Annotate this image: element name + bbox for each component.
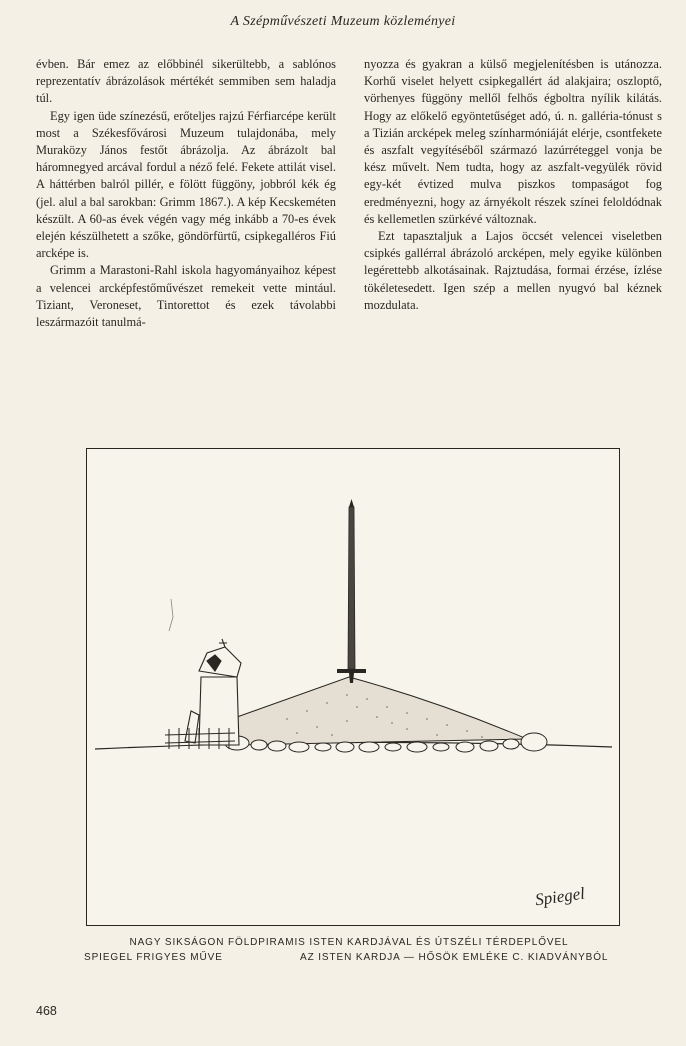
- running-header: A Szépművészeti Muzeum közleményei: [230, 14, 456, 29]
- right-column: [364, 56, 662, 314]
- earth-pyramid: [237, 677, 527, 745]
- caption-source: AZ ISTEN KARDJA — HŐSÖK EMLÉKE C. KIADVÁNYBÓL: [300, 952, 609, 963]
- artist-signature: Spiegel: [533, 883, 587, 910]
- left-paragraph-3: Grimm a Marastoni-Rahl iskola hagyományaihoz képest a velencei arcképfestőművészet remekeit vette mintául. Tiziant, Veroneset, Tintorettot és ezek távolabbi leszármazóit tanulmá-: [36, 263, 336, 330]
- caption-artist: SPIEGEL FRIGYES MŰVE: [84, 952, 223, 963]
- sword: [337, 499, 366, 683]
- figure-caption-title: NAGY SIKSÁGON FÖLDPIRAMIS ISTEN KARDJÁVAL ÉS ÚTSZÉLI TÉRDEPLŐVEL: [129, 937, 569, 948]
- wayside-shrine: [185, 639, 241, 745]
- illustration-drawing: [87, 449, 618, 924]
- illustration-frame: [86, 448, 620, 926]
- left-column: [36, 56, 336, 331]
- page-number: 468: [36, 1004, 57, 1018]
- left-paragraph-2: Egy igen üde színezésű, erőteljes rajzú Férfiarcépe került most a Székesfővárosi Muzeum tulajdonába, mely Muraközy János festőt ábrázolja. Az ábrázolt bal háromnegyed arcával fordul a néző felé. Fekete attilát visel. A háttérben balról pillér, e fölött függöny, jobbról kék ég (jel. alul a bal sarokban: Grimm 1867.). A kép Kecskeméten készült. A 60-as évek végén vagy még inkább a 70-es évek elején készülhetett a szőke, göndörfürtű, csipkegalléros Fiú arcképe is.: [36, 108, 336, 261]
- right-paragraph-1: nyozza és gyakran a külső megjelenítésben is utánozza. Korhű viselet helyett csipkegallért ád alakjaira; oszloptő, vörhenyes függöny mellől felhős égboltra nyílik kilátás. Hogy az előkelő egyöntetűséget adó, ú. n. galléria-tónust s a Tizián arcképek meleg színharmóniáját elérje, csontfekete és aszfalt vegyítéséből származó lazúrréteggel vonja be kész művelt. Nem tudta, hogy az aszfalt-vegyülék rövid egy-két évtized mulva piszkos tompaságot fog eredményezni, hogy az árnyékolt részek színei feloldódnak és kellemetlen szürkévé változnak.: [364, 57, 662, 226]
- sky-mark: [169, 599, 173, 631]
- left-paragraph-1: évben. Bár emez az előbbinél sikerültebb, a sablónos reprezentatív ábrázolások mértékét semmiben sem haladja túl.: [36, 57, 336, 106]
- right-paragraph-2: Ezt tapasztaljuk a Lajos öccsét velencei viseletben csipkés gallérral ábrázoló arcképen, mely egyike különben legérettebb alkotásainak. Rajztudása, formai érzése, ízlése tökéletesedett. Igen szép a mellen nyugvó bal kéznek mozdulata.: [364, 229, 662, 312]
